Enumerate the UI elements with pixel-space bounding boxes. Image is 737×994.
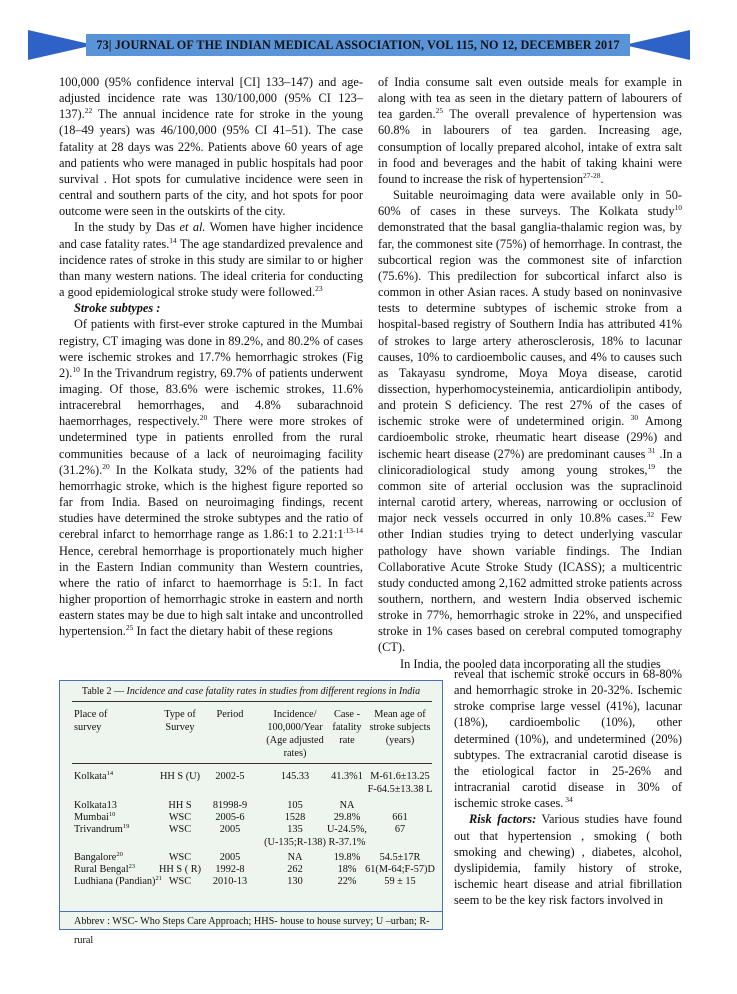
cell-incidence: 145.33 — [280, 771, 310, 782]
header-right-arrow-icon — [624, 30, 690, 60]
right-column — [378, 74, 682, 672]
cell-type: HH S ( R) — [158, 864, 202, 875]
cell-fatality: 19.8% — [333, 852, 361, 863]
table-2 — [59, 680, 443, 946]
cell-place: Ludhiana (Pandian)$^{21}$ — [74, 875, 162, 887]
cell-type: WSC — [168, 852, 192, 863]
cell-type: WSC — [168, 812, 192, 823]
paragraph: Of patients with first-ever stroke captured in the Mumbai registry, CT imaging was done in 89.2%, and 80.2% of cases were ischemic strokes and 17.7% hemorrhagic strokes (Fig 2).$^{10}$ In the Trivandrum registry, 69.7% of patients underwent imaging. Of those, 83.6% were ischemic strokes, 11.6% intracerebral hemorrhages, and 4.8% subarachnoid haemorrhages, respectively.$^{20}$ There were more strokes of undetermined type in patients enrolled from the rural communities because of a lack of neuroimaging facility (31.2%).$^{20}$ In the Kolkata study, 32% of the patients had hemorrhagic stroke, which is the highest figure reported so far from India. Based on neuroimaging findings, recent studies have determined the stroke subtypes and the ratio of cerebral infarct to hemorrhage range as 1.86:1 to $2.21:1^{.13-14}$ Hence, cerebral hemorrhage is proportionately much higher in the Eastern Indian community than Western countries, where the ratio of infarct to haemorrhage is 5:1. In fact higher proportion of hemorrhagic stroke in eastern and north eastern states may be due to high salt intake and uncontrolled hypertension.$^{25}$ In fact the dietary habit of these regions — [59, 317, 363, 639]
col-header-period: Period — [216, 709, 244, 720]
table-abbreviations: Abbrev : WSC- Who Steps Care Approach; HHS- house to house survey; U –urban; R-rural — [60, 911, 442, 930]
cell-place: Kolkata$^{14}$ — [74, 770, 114, 782]
cell-period: 2010-13 — [212, 876, 248, 887]
cell-incidence: 262 — [287, 864, 303, 875]
header-left-arrow-icon — [28, 30, 94, 60]
journal-title: JOURNAL OF THE INDIAN MEDICAL ASSOCIATION, VOL 115, NO 12, DECEMBER 2017 — [114, 38, 620, 52]
cell-fatality: 22% — [337, 876, 357, 887]
header-text: 73| JOURNAL OF THE INDIAN MEDICAL ASSOCIATION, VOL 115, NO 12, DECEMBER 2017 — [96, 38, 620, 52]
cell-period: 1992-8 — [215, 864, 245, 875]
cell-place: Mumbai$^{10}$ — [74, 811, 116, 823]
cell-mean-age: 67 — [394, 824, 406, 835]
cell-place: Kolkata13 — [74, 800, 117, 811]
cell-incidence: 135 (U-135;R-138) — [264, 824, 326, 848]
cell-type: WSC — [168, 824, 192, 835]
cell-place: Bangalore$^{20}$ — [74, 851, 123, 863]
paragraph: In India, the pooled data incorporating all the studies — [400, 656, 661, 671]
paragraph: Risk factors: Various studies have found out that hypertension , smoking ( both smoking and chewing) , diabetes, alcohol, dyslipidemia, family history of stroke, ischemic heart disease and atrial fibrillation seem to be the key risk factors involved in — [454, 812, 682, 908]
col-header-type: Type of Survey — [164, 709, 196, 733]
paragraph: Suitable neuroimaging data were available only in 50-60% of cases in these surveys. The Kolkata study$^{10}$ demonstrated that the basal ganglia-thalamic region was, by far, the commonest site (75%) of hemorrhage. In contrast, the subcortical region was the commonest site of infarction (75.6%). This predilection for subcortical infarct also is common in other Asian races. A study based on noninvasive tests to determine subtypes of ischemic stroke from a hospital-based registry of Southern India has attributed 41% of strokes to large artery atherosclerosis, 18% to lacunar causes, 10% to cardioembolic causes, and 4% to causes such as Takayasu syndrome, Moya Moya disease, carotid dissection, hyperhomocysteinemia, anticardiolipin antibody, and protein S deficiency. The rest 27% of the cases of ischemic stroke were of undetermined origin. $^{30}$ Among cardioembolic stroke, rheumatic heart disease (29%) and ischemic heart disease (27%) are predominant causes $^{31}$ .In a clinicoradiological study among young strokes,$^{19}$ the common site of arterial occlusion was the supraclinoid internal carotid artery, whereas, narrowing or occlusion of major neck vessels occurred in only 10.8% cases.$^{32}$ Few other Indian studies trying to detect underlying vascular pathology have shown variable findings. The Indian Collaborative Acute Stroke Study (ICASS); a multicentric study conducted among 2,162 admitted stroke patients across southern, northern, and western India observed ischemic stroke in 77%, hemorrhagic stroke in 22%, and unspecified stroke in 1% cases based on cerebral computed tomography (CT). — [378, 188, 683, 655]
paragraph: In the study by Das et al. Women have higher incidence and case fatality rates.$^{14}$ The age standardized prevalence and incidence rates of stroke in this study are similar to or higher than many western nations. The ideal criteria for conducting a good epidemiological stroke study were followed.$^{23}$ — [59, 220, 363, 300]
cell-mean-age: 54.5±17R — [379, 852, 421, 863]
cell-incidence: NA — [287, 852, 303, 863]
right-column-lower — [454, 666, 682, 908]
col-header-place: Place of survey — [74, 709, 108, 733]
cell-period: 2005 — [219, 852, 241, 863]
cell-fatality: NA — [339, 800, 355, 811]
left-column — [59, 74, 363, 639]
cell-place: Trivandrum$^{19}$ — [74, 823, 130, 835]
cell-mean-age: 661 — [392, 812, 408, 823]
page-number: 73 — [96, 38, 109, 52]
cell-period: 2005 — [219, 824, 241, 835]
cell-mean-age: 59 ± 15 — [384, 876, 416, 887]
cell-fatality: U-24.5%, R-37.1% — [326, 824, 368, 848]
col-header-incidence: Incidence/ 100,000/Year (Age adjusted rates) — [266, 709, 324, 759]
paragraph: 100,000 (95% confidence interval [CI] 133–147) and age-adjusted incidence rate was 130/100,000 (95% CI 123–137).$^{22}$ The annual incidence rate for stroke in the young (18–49 years) was 46/100,000 (95% CI 41–51). The case fatality at 28 days was 22%. Patients above 60 years of age and patients who were managed in public hospitals had poor survival . Hot spots for cumulative incidence were seen in central and southern parts of the city, and hot spots for poor outcome were seen in the outskirts of the city. — [59, 75, 363, 219]
paragraph: of India consume salt even outside meals for example in along with tea as seen in the dietary pattern of labourers of tea garden.$^{25}$ The overall prevalence of hypertension was 60.8% in labourers of tea garden. Increasing age, consumption of locally prepared alcohol, intake of extra salt in food and beverages and the habit of taking khaini were found to increase the risk of hypertension$^{27-28}$. — [378, 75, 682, 186]
cell-mean-age: 61(M-64;F-57)D — [365, 864, 435, 875]
cell-fatality: 41.3%1 — [331, 771, 363, 782]
section-heading: Risk factors: — [469, 812, 537, 827]
section-heading: Stroke subtypes : — [74, 301, 161, 316]
journal-header — [28, 30, 690, 60]
cell-incidence: 1528 — [284, 812, 306, 823]
cell-type: HH S — [168, 800, 192, 811]
cell-incidence: 105 — [287, 800, 303, 811]
cell-incidence: 130 — [287, 876, 303, 887]
table-rule — [72, 763, 432, 764]
cell-place: Rural Bengal$^{23}$ — [74, 863, 136, 875]
cell-type: HH S (U) — [159, 771, 201, 782]
table-caption: Table 2 — Incidence and case fatality rates in studies from different regions in India — [81, 686, 421, 697]
col-header-mean-age: Mean age of stroke subjects (years) — [369, 709, 431, 746]
cell-period: 2005-6 — [215, 812, 245, 823]
table-rule — [72, 701, 432, 702]
cell-fatality: 18% — [337, 864, 357, 875]
cell-fatality: 29.8% — [333, 812, 361, 823]
cell-period: 81998-9 — [212, 800, 248, 811]
cell-type: WSC — [168, 876, 192, 887]
col-header-fatality: Case - fatality rate — [332, 709, 362, 746]
cell-mean-age: M-61.6±13.25 F-64.5±13.38 L — [367, 771, 433, 795]
cell-period: 2002-5 — [215, 771, 245, 782]
paragraph: reveal that ischemic stroke occurs in 68-80% and hemorrhagic stroke in 20-32%. Ischemic stroke comprise large vessel (41%), lacunar (18%), cardioembolic (10%), other determined (10%), and undetermined (20%) subtypes. The extracranial carotid disease is the etiological factor in 25-26% and intracranial carotid disease in 30% of ischemic stroke cases. $^{34}$ — [454, 667, 682, 811]
